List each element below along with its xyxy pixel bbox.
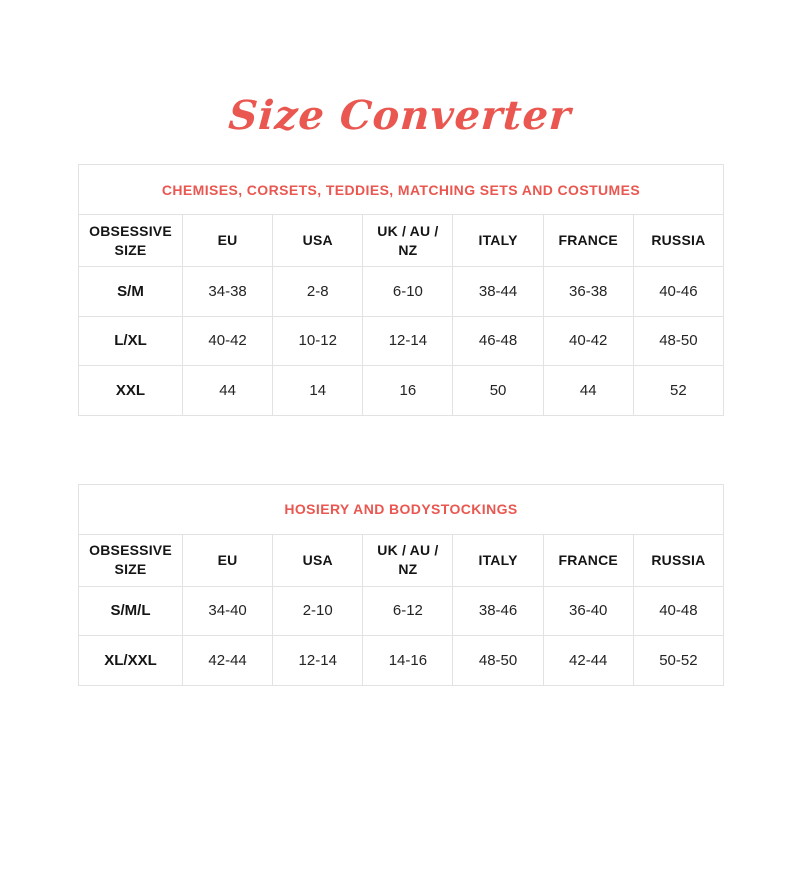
table-row-sml	[79, 586, 724, 636]
table-chemises-corsets	[78, 164, 724, 416]
page-title: Size Converter	[227, 92, 573, 139]
value-cell: 42-44	[543, 636, 633, 686]
table-title: CHEMISES, CORSETS, TEDDIES, MATCHING SETS AND COSTUMES	[79, 165, 724, 215]
value-cell: 50	[453, 366, 543, 416]
column-header-row	[79, 215, 724, 267]
column-header-obsessive-size: OBSESSIVE SIZE	[79, 215, 183, 267]
size-cell: L/XL	[79, 316, 183, 366]
value-cell: 50-52	[633, 636, 723, 686]
value-cell: 52	[633, 366, 723, 416]
column-header-italy: ITALY	[453, 215, 543, 267]
table-hosiery-bodystockings	[78, 484, 724, 686]
size-converter-page	[0, 92, 800, 892]
column-header-uk-au-nz: UK / AU / NZ	[363, 534, 453, 586]
value-cell: 40-42	[183, 316, 273, 366]
column-header-eu: EU	[183, 215, 273, 267]
value-cell: 34-40	[183, 586, 273, 636]
table-row-lxl	[79, 316, 724, 366]
table-row-xxl	[79, 366, 724, 416]
value-cell: 14-16	[363, 636, 453, 686]
column-header-usa: USA	[273, 534, 363, 586]
column-header-row	[79, 534, 724, 586]
table-row-sm	[79, 267, 724, 317]
column-header-italy: ITALY	[453, 534, 543, 586]
table-title-row	[79, 165, 724, 215]
value-cell: 44	[183, 366, 273, 416]
table-row-xlxxl	[79, 636, 724, 686]
value-cell: 40-48	[633, 586, 723, 636]
value-cell: 2-10	[273, 586, 363, 636]
table-title-row	[79, 484, 724, 534]
value-cell: 6-10	[363, 267, 453, 317]
column-header-usa: USA	[273, 215, 363, 267]
column-header-russia: RUSSIA	[633, 215, 723, 267]
size-cell: S/M/L	[79, 586, 183, 636]
value-cell: 38-46	[453, 586, 543, 636]
value-cell: 2-8	[273, 267, 363, 317]
column-header-france: FRANCE	[543, 215, 633, 267]
column-header-obsessive-size: OBSESSIVE SIZE	[79, 534, 183, 586]
value-cell: 6-12	[363, 586, 453, 636]
value-cell: 48-50	[633, 316, 723, 366]
value-cell: 40-42	[543, 316, 633, 366]
column-header-eu: EU	[183, 534, 273, 586]
value-cell: 12-14	[363, 316, 453, 366]
value-cell: 48-50	[453, 636, 543, 686]
value-cell: 34-38	[183, 267, 273, 317]
column-header-france: FRANCE	[543, 534, 633, 586]
value-cell: 40-46	[633, 267, 723, 317]
column-header-russia: RUSSIA	[633, 534, 723, 586]
column-header-uk-au-nz: UK / AU / NZ	[363, 215, 453, 267]
value-cell: 38-44	[453, 267, 543, 317]
value-cell: 36-40	[543, 586, 633, 636]
value-cell: 10-12	[273, 316, 363, 366]
value-cell: 16	[363, 366, 453, 416]
value-cell: 12-14	[273, 636, 363, 686]
size-cell: XXL	[79, 366, 183, 416]
value-cell: 42-44	[183, 636, 273, 686]
size-cell: XL/XXL	[79, 636, 183, 686]
size-cell: S/M	[79, 267, 183, 317]
value-cell: 36-38	[543, 267, 633, 317]
table-title: HOSIERY AND BODYSTOCKINGS	[79, 484, 724, 534]
value-cell: 14	[273, 366, 363, 416]
value-cell: 44	[543, 366, 633, 416]
value-cell: 46-48	[453, 316, 543, 366]
